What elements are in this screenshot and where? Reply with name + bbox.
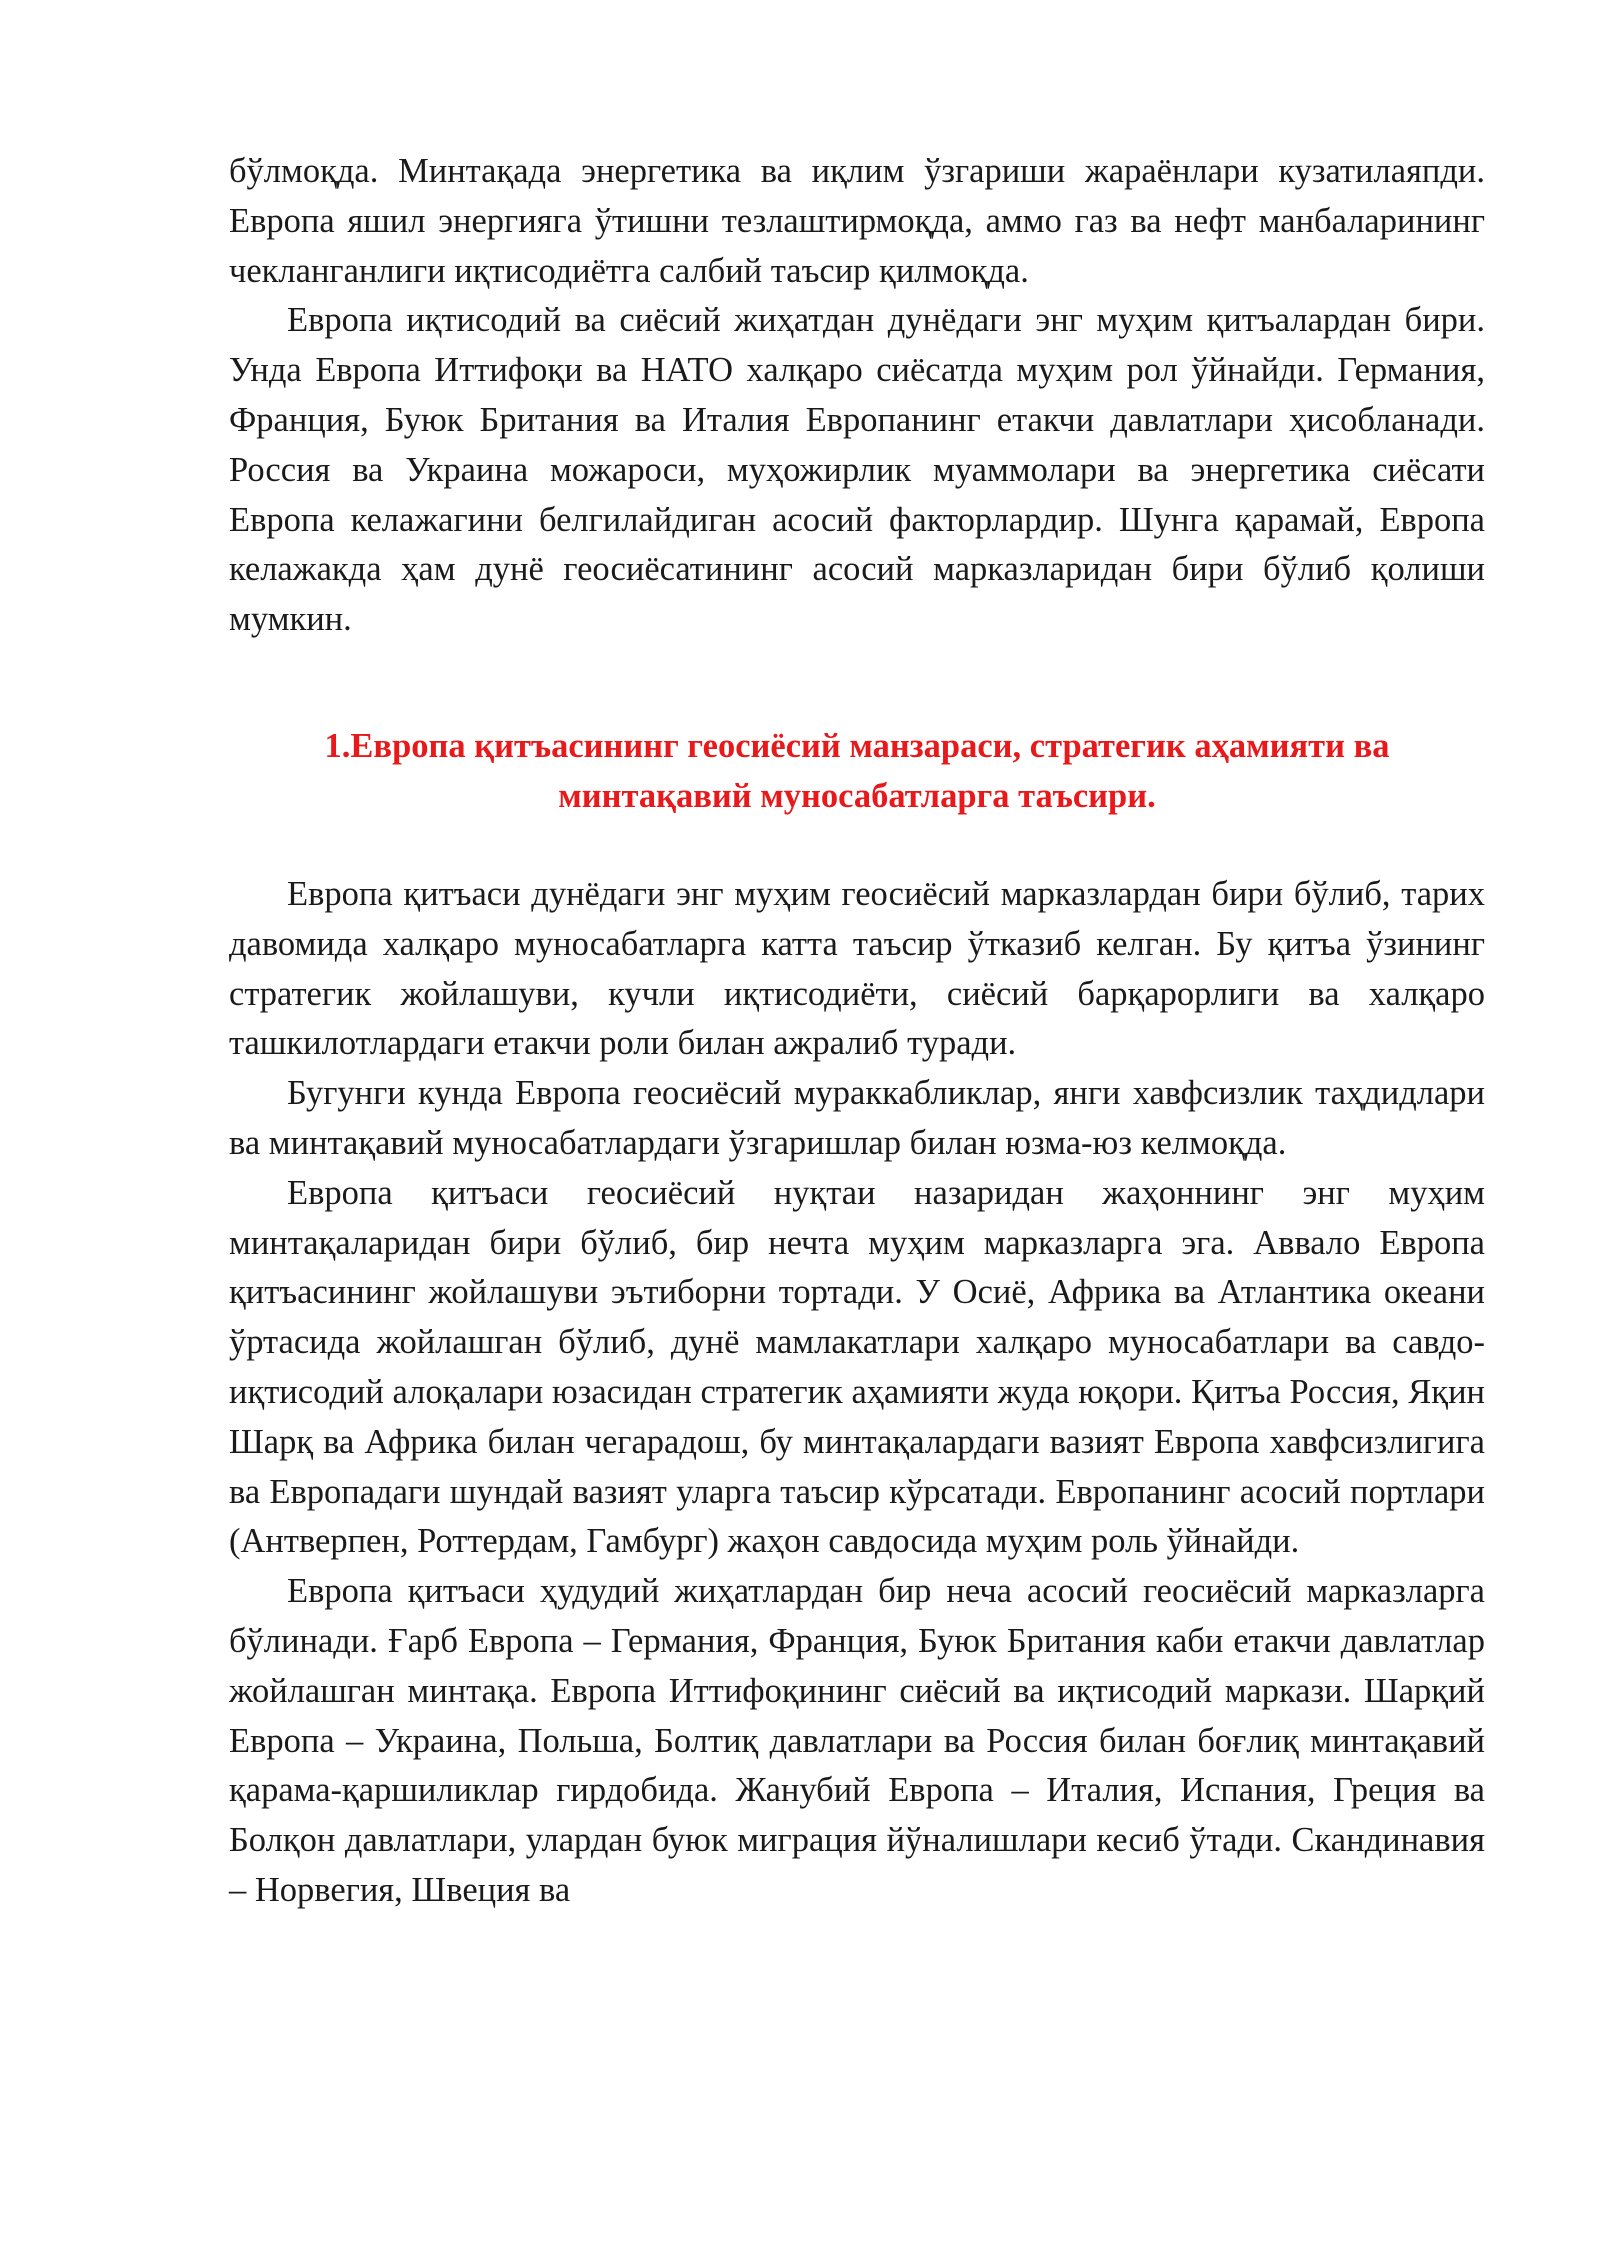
section-heading-line-1: 1.Европа қитъасининг геосиёсий манзараси, стратегик аҳамияти ва: [324, 726, 1390, 765]
body-paragraph-2: Бугунги кунда Европа геосиёсий мураккабликлар, янги хавфсизлик таҳдидлари ва минтақавий муносабатлардаги ўзгаришлар билан юзма-юз келмоқда.: [229, 1074, 1485, 1162]
section-heading-line-2: минтақавий муносабатларга таъсири.: [558, 776, 1156, 815]
body-paragraph-4: Европа қитъаси ҳудудий жиҳатлардан бир неча асосий геосиёсий марказларга бўлинади. Ғарб Европа – Германия, Франция, Буюк Британия каби етакчи давлатлар жойлашган минтақа. Европа Иттифоқининг сиёсий ва иқтисодий маркази. Шарқий Европа – Украина, Польша, Болтиқ давлатлари ва Россия билан боғлиқ минтақавий қарама-қаршиликлар гирдобида. Жанубий Европа – Италия, Испания, Греция ва Болқон давлатлари, улардан буюк миграция йўналишлари кесиб ўтади. Скандинавия – Норвегия, Швеция ва: [229, 1572, 1485, 1909]
intro-paragraph-2: Европа иқтисодий ва сиёсий жиҳатдан дунёдаги энг муҳим қитъалардан бири. Унда Европа Иттифоқи ва НАТО халқаро сиёсатда муҳим рол ўйнайди. Германия, Франция, Буюк Британия ва Италия Европанинг етакчи давлатлари ҳисобланади. Россия ва Украина можароси, муҳожирлик муаммолари ва энергетика сиёсати Европа келажагини белгилайдиган асосий факторлардир. Шунга қарамай, Европа келажакда ҳам дунё геосиёсатининг асосий марказларидан бири бўлиб қолиши мумкин.: [229, 301, 1485, 639]
spacer: [229, 821, 1485, 870]
body-paragraph-3: Европа қитъаси геосиёсий нуқтаи назаридан жаҳоннинг энг муҳим минтақаларидан бири бўлиб, бир нечта муҳим марказларга эга. Аввало Европа қитъасининг жойлашуви эътиборни тортади. У Осиё, Африка ва Атлантика океани ўртасида жойлашган бўлиб, дунё мамлакатлари халқаро муносабатлари ва савдо-иқтисодий алоқалари юзасидан стратегик аҳамияти жуда юқори. Қитъа Россия, Яқин Шарқ ва Африка билан чегарадош, бу минтақалардаги вазият Европа хавфсизлигига ва Европадаги шундай вазият уларга таъсир кўрсатади. Европанинг асосий портлари (Антверпен, Роттердам, Гамбург) жаҳон савдосида муҳим роль ўйнайди.: [229, 1173, 1485, 1561]
section-heading: [229, 721, 1485, 821]
document-page: [229, 147, 1485, 1916]
intro-paragraph-1: бўлмоқда. Минтақада энергетика ва иқлим ўзгариши жараёнлари кузатилаяпди. Европа яшил энергияга ўтишни тезлаштирмоқда, аммо газ ва нефт манбаларининг чекланганлиги иқтисодиётга салбий таъсир қилмоқда.: [229, 152, 1485, 290]
body-paragraph-1: Европа қитъаси дунёдаги энг муҳим геосиёсий марказлардан бири бўлиб, тарих давомида халқаро муносабатларга катта таъсир ўтказиб келган. Бу қитъа ўзининг стратегик жойлашуви, кучли иқтисодиёти, сиёсий барқарорлиги ва халқаро ташкилотлардаги етакчи роли билан ажралиб туради.: [229, 874, 1485, 1063]
spacer: [229, 645, 1485, 721]
